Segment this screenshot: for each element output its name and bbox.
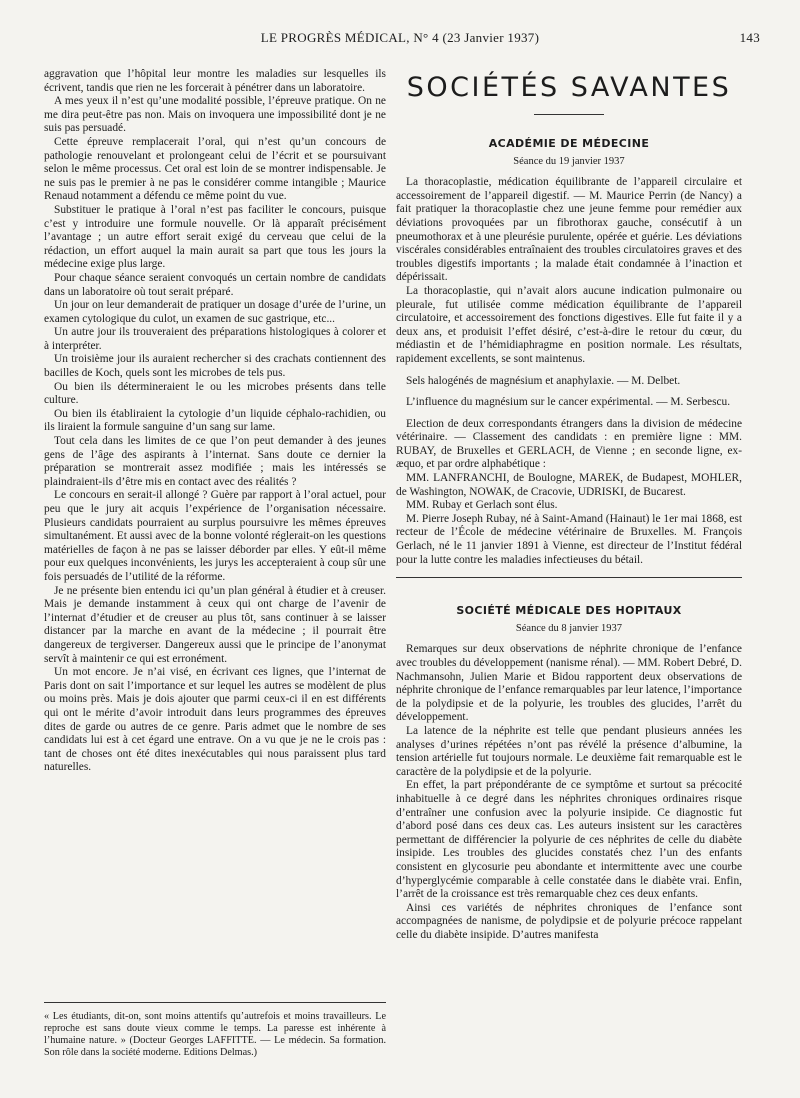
page-number: 143 bbox=[739, 30, 760, 45]
paragraph: Un autre jour ils trouveraient des préparations histologiques à colorer et à interpréter. bbox=[44, 326, 386, 352]
spacer bbox=[396, 410, 742, 418]
paragraph: Substituer le pratique à l’oral n’est pas faciliter le concours, puisque c’est y introduire une formule nouvelle. Or là apparaît précisément l’avantage ; un autre effort serait exigé du cerveau que celui de la rédaction, un effort auquel la main aurait sa part que tous les jours la médecine exige plus large. bbox=[44, 203, 386, 271]
spacer bbox=[396, 367, 742, 375]
paragraph: La latence de la néphrite est telle que pendant plusieurs années les analyses d’urines répétées n’ont pas révélé la présence d’albumine, la tension artérielle fut toujours normale. Le deuxième fait remarquable est le caractère de la polydipsie et de la polyurie. bbox=[396, 724, 742, 778]
divider bbox=[534, 114, 604, 115]
paragraph: A mes yeux il n’est qu’une modalité possible, l’épreuve pratique. On ne me dira peut-être pas non. Mais on invoquera une impossibilité dont je ne suis pas persuadé. bbox=[44, 95, 386, 135]
paragraph: MM. LANFRANCHI, de Boulogne, MAREK, de Budapest, MOHLER, de Washington, NOWAK, de Cracovie, UDRISKI, de Bucarest. bbox=[396, 472, 742, 498]
divider bbox=[396, 577, 742, 578]
paragraph: Tout cela dans les limites de ce que l’on peut demander à des jeunes gens de l’âge des aspirants à l’internat. Sans doute ce dernier la préparation se montrerait assez modifiée ; mais les intéressés se plaindraient-ils d’être mis en contact avec des réalités ? bbox=[44, 435, 386, 488]
academie-title: ACADÉMIE DE MÉDECINE bbox=[488, 137, 650, 150]
paragraph: Ou bien ils établiraient la cytologie d’un liquide céphalo-rachidien, ou ils liraient la formule sanguine d’un sang sur lame. bbox=[44, 407, 386, 434]
footnote-text: « Les étudiants, dit-on, sont moins attentifs qu’autrefois et moins travailleurs. Le reproche est sans doute vieux comme le temps. La paresse est inhérente à l’humaine nature. » (Docteur Georges LAFFITTE. — Le médecin. Sa formation. Son rôle dans la société moderne. Editions Delmas.) bbox=[44, 1011, 386, 1058]
section-main-title: SOCIÉTÉS SAVANTES bbox=[406, 72, 732, 103]
journal-title: LE PROGRÈS MÉDICAL, N° 4 (23 Janvier 1937) bbox=[260, 30, 540, 45]
paragraph: M. Pierre Joseph Rubay, né à Saint-Amand (Hainaut) le 1er mai 1868, est recteur de l’École de médecine vétérinaire de Bruxelles. M. François Gerlach, né le 11 janvier 1891 à Vienne, est directeur de l’Institut fédéral pour la lutte contre les maladies infectieuses du bétail. bbox=[396, 512, 742, 566]
paragraph: En effet, la part prépondérante de ce symptôme et surtout sa précocité inhabituelle à ce degré dans les néphrites chroniques ordinaires risque d’entraîner une confusion avec la polyurie insipide. Ce diagnostic fut d’abord posé dans ces deux cas. Les auteurs insistent sur les caractères permettant de différencier la polyurie de ces néphrites de celle du diabète insipide. Les troubles des glucides constatés chez l’un des enfants consistent en glycosurie peu abondante et intermittente avec une courbe d’hyperglycémie comparable à celle constatée dans le diabète vrai. Enfin, l’arrêt de la croissance est très remarquable chez ces deux enfants. bbox=[396, 779, 742, 901]
paragraph: La thoracoplastie, médication équilibrante de l’appareil circulaire et accessoirement de l’appareil digestif. — M. Maurice Perrin (de Nancy) a fait pratiquer la thoracoplastie chez une jeune femme pour remédier aux déviations provoquées par un fibrothorax gauche, consécutif à un pneumothorax et à une pleurésie purulente, opérée et guérie. Les déviations viscérales considérables entraînaient des troubles circulatoires graves et des troubles digestifs importants ; la malade était condamnée à l’inaction et dépérissait. bbox=[396, 176, 742, 284]
footnote bbox=[44, 1002, 386, 1059]
hopitaux-title: SOCIÉTÉ MÉDICALE DES HOPITAUX bbox=[456, 604, 682, 618]
paragraph: Sels halogénés de magnésium et anaphylaxie. — M. Delbet. bbox=[406, 374, 681, 387]
paragraph: Pour chaque séance seraient convoqués un certain nombre de candidats dans un laboratoire où tout serait préparé. bbox=[44, 271, 386, 298]
paragraph: MM. Rubay et Gerlach sont élus. bbox=[406, 499, 558, 512]
left-column bbox=[44, 68, 386, 775]
paragraph: Un mot encore. Je n’ai visé, en écrivant ces lignes, que l’internat de Paris dont on sait l’importance et sur lequel les autres se modèlent de plus ou moins près. Mais je dois ajouter que parmi ceux-ci il en est différents qui ont le mérite d’avoir introduit dans leurs programmes des épreuves dites de garde ou autres de ce genre. Paris admet que le nombre de ses candidats lui est à cet égard une entrave. On a vu que je ne le crois pas : tant de choses ont été dites inexécutables qui nous paraissent plus tard naturelles. bbox=[44, 666, 386, 774]
spacer bbox=[396, 388, 742, 396]
paragraph: L’influence du magnésium sur le cancer expérimental. — M. Serbescu. bbox=[406, 396, 731, 409]
running-header bbox=[40, 30, 760, 50]
paragraph: La thoracoplastie, qui n’avait alors aucune indication pulmonaire ou pleurale, fut utilisée comme médication équilibrante de l’appareil circulatoire, et accessoirement des fonctions digestives. Elle fut faite il y a deux ans, et produisit l’effet désiré, c’est-à-dire le retour du cœur, du médiastin et de l’hémidiaphragme en position normale. Les résultats, rapidement excellents, se sont maintenus. bbox=[396, 284, 742, 365]
paragraph: Un troisième jour ils auraient rechercher si des crachats contiennent des bacilles de Koch, quels sont les microbes de tels pus. bbox=[44, 353, 386, 380]
paragraph: Je ne présente bien entendu ici qu’un plan général à étudier et à creuser. Mais je demande instamment à ceux qui ont charge de l’avenir de l’internat d’étudier et de creuser au plus tôt, sans continuer à se laisser distancer par la marche en avant de la médecine ; il pourrait être dangereux de tergiverser. Dangereux aussi que le principe de l’anonymat servît à maintenir ce qui est erronément. bbox=[44, 584, 386, 665]
academie-date: Séance du 19 janvier 1937 bbox=[513, 155, 625, 167]
paragraph: aggravation que l’hôpital leur montre les maladies sur lesquelles ils écrivent, tandis que rien ne les forcerait à pénétrer dans un laboratoire. bbox=[44, 68, 386, 94]
paragraph: Le concours en serait-il allongé ? Guère par rapport à l’oral actuel, pour peu que le jury ait acquis l’expérience de l’organisation nécessaire. Plusieurs candidats pourraient au surplus poursuivre les mêmes épreuves simultanément. Et aussi avec de la bonne volonté réglerait-on les questions matérielles de façon à ne pas se laisser déborder par elles. Y eût-il même pour eux quelques inconvénients, les jurys les accepteraient à coup sûr une fois persuadés de l’utilité de la réforme. bbox=[44, 489, 386, 583]
right-column bbox=[396, 68, 742, 942]
paragraph: Cette épreuve remplacerait l’oral, qui n’est qu’un concours de pathologie renouvelant et prolongeant celui de l’écrit et se poursuivant selon le même processus. Cet oral est loin de se montrer indispensable. Je ne suis pas le premier à ne pas le considérer comme intangible ; Maurice Renaud notamment a défendu ce même point du vue. bbox=[44, 135, 386, 203]
paragraph: Ou bien ils détermineraient le ou les microbes présents dans telle culture. bbox=[44, 380, 386, 407]
hopitaux-date: Séance du 8 janvier 1937 bbox=[515, 622, 623, 634]
paragraph: Election de deux correspondants étrangers dans la division de médecine vétérinaire. — Classement des candidats : en première ligne : MM. RUBAY, de Bruxelles et GERLACH, de Vienne ; en seconde ligne, ex-æquo, et par ordre alphabétique : bbox=[396, 417, 742, 471]
paragraph: Remarques sur deux observations de néphrite chronique de l’enfance avec troubles du développement (nanisme rénal). — MM. Robert Debré, D. Nachmansohn, Julien Marie et Bidou rapportent deux observations de néphrite chronique de l’enfance remarquables par leur latence, l’importance de la polydipsie et de la polyurie, les troubles des glucides, l’arrêt du développement. bbox=[396, 643, 742, 724]
paragraph: Ainsi ces variétés de néphrites chroniques de l’enfance sont accompagnées de nanisme, de polydipsie et de polyurie précoce rappelant celle du diabète insipide. D’autres manifesta bbox=[396, 901, 742, 941]
paragraph: Un jour on leur demanderait de pratiquer un dosage d’urée de l’urine, un examen cytologique du culot, un examen de suc gastrique, etc... bbox=[44, 299, 386, 325]
